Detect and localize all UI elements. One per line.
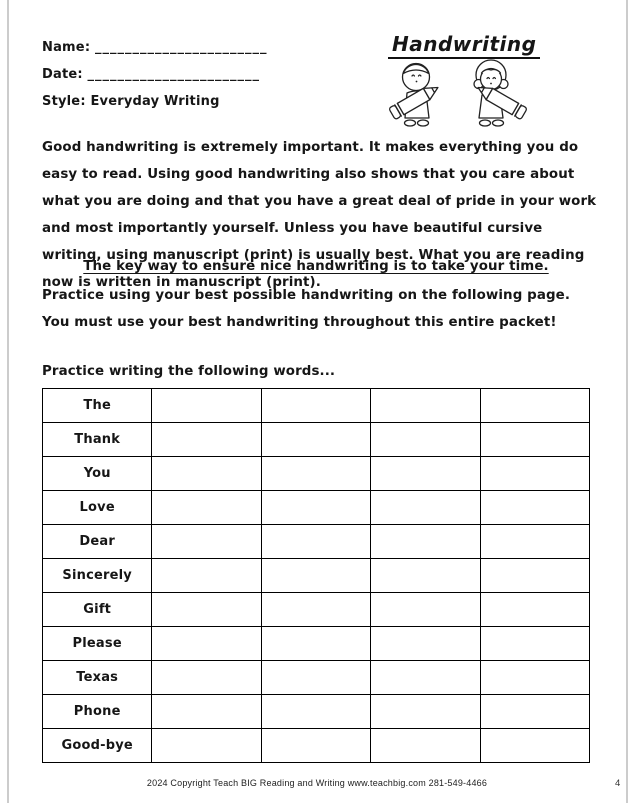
practice-cell xyxy=(480,729,589,763)
practice-cell xyxy=(261,695,370,729)
practice-cell xyxy=(152,423,261,457)
practice-cell xyxy=(480,457,589,491)
word-cell: Love xyxy=(43,491,152,525)
practice-words-table xyxy=(42,388,590,763)
practice-cell xyxy=(480,627,589,661)
practice-cell xyxy=(261,627,370,661)
header-fields xyxy=(42,34,342,115)
practice-cell xyxy=(152,593,261,627)
footer-copyright: 2024 Copyright Teach BIG Reading and Writing www.teachbig.com 281-549-4466 xyxy=(146,778,488,788)
practice-cell xyxy=(152,389,261,423)
word-cell: Sincerely xyxy=(43,559,152,593)
page-title: Handwriting xyxy=(388,32,540,59)
practice-cell xyxy=(371,457,480,491)
table-row xyxy=(43,525,590,559)
word-cell: Thank xyxy=(43,423,152,457)
practice-cell xyxy=(371,491,480,525)
practice-cell xyxy=(152,627,261,661)
practice-cell xyxy=(261,491,370,525)
practice-cell xyxy=(152,661,261,695)
name-label: Name: xyxy=(42,40,91,55)
practice-cell xyxy=(371,695,480,729)
intro-paragraph: Good handwriting is extremely important. It makes everything you do easy to read. Using good handwriting also shows that you care about what you are doing and that you have a great deal of pride in your work and most importantly yourself. Unless you have beautiful cursive writing, using manuscript (print) is usually best. What you are reading now is written in manuscript (print). xyxy=(42,140,597,290)
practice-cell xyxy=(371,661,480,695)
practice-cell xyxy=(152,729,261,763)
title-wrap xyxy=(388,32,537,59)
word-cell: Please xyxy=(43,627,152,661)
page-number: 4 xyxy=(615,778,621,789)
practice-cell xyxy=(261,525,370,559)
practice-cell xyxy=(261,389,370,423)
practice-table-body xyxy=(43,389,590,763)
practice-cell xyxy=(371,593,480,627)
style-line: Style: Everyday Writing xyxy=(42,94,220,109)
practice-cell xyxy=(480,593,589,627)
practice-cell xyxy=(371,423,480,457)
practice-cell xyxy=(152,525,261,559)
word-cell: The xyxy=(43,389,152,423)
word-cell: Good-bye xyxy=(43,729,152,763)
practice-cell xyxy=(480,491,589,525)
word-cell: Gift xyxy=(43,593,152,627)
table-row xyxy=(43,627,590,661)
table-row xyxy=(43,491,590,525)
page-edge-right xyxy=(626,0,628,803)
practice-cell xyxy=(480,389,589,423)
table-caption: Practice writing the following words... xyxy=(42,364,336,379)
table-row xyxy=(43,593,590,627)
practice-cell xyxy=(261,661,370,695)
practice-cell xyxy=(261,559,370,593)
practice-cell xyxy=(371,559,480,593)
kids-with-pencils-illustration xyxy=(386,58,530,130)
practice-cell xyxy=(261,593,370,627)
table-row xyxy=(43,661,590,695)
table-row xyxy=(43,423,590,457)
practice-cell xyxy=(152,559,261,593)
table-row xyxy=(43,729,590,763)
date-field-line xyxy=(42,61,342,88)
practice-cell xyxy=(261,729,370,763)
practice-cell xyxy=(152,491,261,525)
date-label: Date: xyxy=(42,67,83,82)
name-blank-line: _______________________ xyxy=(94,40,268,55)
practice-cell xyxy=(371,627,480,661)
name-field-line xyxy=(42,34,342,61)
practice-cell xyxy=(152,695,261,729)
practice-cell xyxy=(480,423,589,457)
word-cell: Texas xyxy=(43,661,152,695)
word-cell: Dear xyxy=(43,525,152,559)
practice-cell xyxy=(480,525,589,559)
table-row xyxy=(43,457,590,491)
practice-cell xyxy=(371,729,480,763)
practice-cell xyxy=(152,457,261,491)
word-cell: You xyxy=(43,457,152,491)
date-blank-line: _______________________ xyxy=(87,67,261,82)
practice-cell xyxy=(480,559,589,593)
practice-cell xyxy=(261,457,370,491)
key-takeaway-line: The key way to ensure nice handwriting is to take your time. xyxy=(83,259,549,274)
table-row xyxy=(43,559,590,593)
practice-cell xyxy=(480,661,589,695)
table-row xyxy=(43,695,590,729)
practice-cell xyxy=(261,423,370,457)
page-edge-left xyxy=(7,0,9,803)
word-cell: Phone xyxy=(43,695,152,729)
practice-cell xyxy=(371,525,480,559)
practice-note: Practice using your best possible handwriting on the following page. You must use your best handwriting throughout this entire packet! xyxy=(42,288,571,330)
table-row xyxy=(43,389,590,423)
practice-cell xyxy=(480,695,589,729)
practice-cell xyxy=(371,389,480,423)
